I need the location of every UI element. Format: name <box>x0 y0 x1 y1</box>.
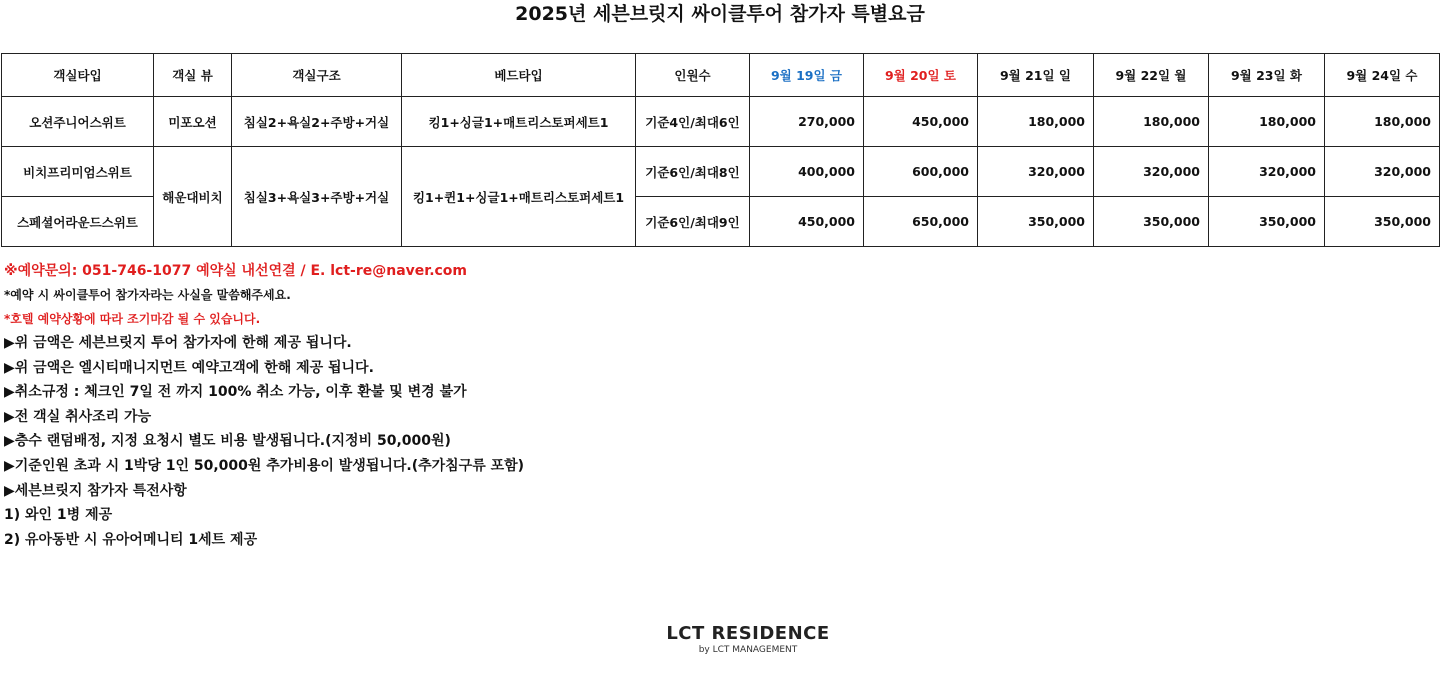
price-cell: 350,000 <box>1094 197 1209 247</box>
header-bed-type: 베드타입 <box>402 54 636 97</box>
lct-residence-logo <box>648 623 848 655</box>
capacity-cell: 기준4인/최대6인 <box>636 97 750 147</box>
header-room-structure: 객실구조 <box>232 54 402 97</box>
price-cell: 180,000 <box>1325 97 1440 147</box>
header-date-0920: 9월 20일 토 <box>864 54 978 97</box>
note-item: ▶취소규정 : 체크인 7일 전 까지 100% 취소 가능, 이후 환불 및 변경 불가 <box>4 384 467 401</box>
note-item: ▶전 객실 취사조리 가능 <box>4 408 152 425</box>
header-date-0924: 9월 24일 수 <box>1325 54 1440 97</box>
price-cell: 180,000 <box>1209 97 1325 147</box>
bed-type-cell: 킹1+퀸1+싱글1+매트리스토퍼세트1 <box>402 147 636 247</box>
price-cell: 270,000 <box>750 97 864 147</box>
price-cell: 320,000 <box>1094 147 1209 197</box>
table-row <box>2 97 1440 147</box>
price-cell: 350,000 <box>1209 197 1325 247</box>
price-cell: 450,000 <box>750 197 864 247</box>
note-item: 1) 와인 1병 제공 <box>4 507 113 524</box>
header-date-0923: 9월 23일 화 <box>1209 54 1325 97</box>
room-structure-cell: 침실3+욕실3+주방+거실 <box>232 147 402 247</box>
mention-note: *예약 시 싸이클투어 참가자라는 사실을 말씀해주세요. <box>4 288 291 302</box>
price-cell: 350,000 <box>978 197 1094 247</box>
contact-note: ※예약문의: 051-746-1077 예약실 내선연결 / E. lct-re@naver.com <box>4 263 468 279</box>
price-cell: 350,000 <box>1325 197 1440 247</box>
logo-main-text: LCT RESIDENCE <box>666 623 830 644</box>
header-capacity: 인원수 <box>636 54 750 97</box>
capacity-cell: 기준6인/최대8인 <box>636 147 750 197</box>
price-cell: 320,000 <box>1325 147 1440 197</box>
capacity-cell: 기준6인/최대9인 <box>636 197 750 247</box>
room-structure-cell: 침실2+욕실2+주방+거실 <box>232 97 402 147</box>
logo-sub-text: by LCT MANAGEMENT <box>698 645 798 655</box>
price-cell: 180,000 <box>1094 97 1209 147</box>
price-cell: 400,000 <box>750 147 864 197</box>
rate-table <box>1 53 1440 247</box>
header-date-0921: 9월 21일 일 <box>978 54 1094 97</box>
early-close-note: *호텔 예약상황에 따라 조기마감 될 수 있습니다. <box>4 312 261 326</box>
bed-type-cell: 킹1+싱글1+매트리스토퍼세트1 <box>402 97 636 147</box>
note-item: ▶위 금액은 엘시티매니지먼트 예약고객에 한해 제공 됩니다. <box>4 359 374 376</box>
price-cell: 320,000 <box>1209 147 1325 197</box>
note-item: ▶층수 랜덤배정, 지정 요청시 별도 비용 발생됩니다.(지정비 50,000원) <box>4 433 451 450</box>
page-title: 2025년 세븐브릿지 싸이클투어 참가자 특별요금 <box>515 3 925 25</box>
price-cell: 600,000 <box>864 147 978 197</box>
room-view-cell: 미포오션 <box>154 97 232 147</box>
note-item: ▶기준인원 초과 시 1박당 1인 50,000원 추가비용이 발생됩니다.(추가침구류 포함) <box>4 457 525 474</box>
price-cell: 450,000 <box>864 97 978 147</box>
header-date-0922: 9월 22일 월 <box>1094 54 1209 97</box>
header-room-type: 객실타입 <box>2 54 154 97</box>
note-item: ▶세븐브릿지 참가자 특전사항 <box>4 482 187 499</box>
room-type-cell: 비치프리미엄스위트 <box>2 147 154 197</box>
room-type-cell: 스페셜어라운드스위트 <box>2 197 154 247</box>
header-row <box>2 54 1440 97</box>
header-room-view: 객실 뷰 <box>154 54 232 97</box>
room-view-cell: 해운대비치 <box>154 147 232 247</box>
note-item: 2) 유아동반 시 유아어메니티 1세트 제공 <box>4 531 258 548</box>
note-item: ▶위 금액은 세븐브릿지 투어 참가자에 한해 제공 됩니다. <box>4 335 352 351</box>
price-cell: 180,000 <box>978 97 1094 147</box>
room-type-cell: 오션주니어스위트 <box>2 97 154 147</box>
table-row <box>2 147 1440 197</box>
price-cell: 320,000 <box>978 147 1094 197</box>
header-date-0919: 9월 19일 금 <box>750 54 864 97</box>
notes-section <box>4 259 1004 552</box>
price-cell: 650,000 <box>864 197 978 247</box>
